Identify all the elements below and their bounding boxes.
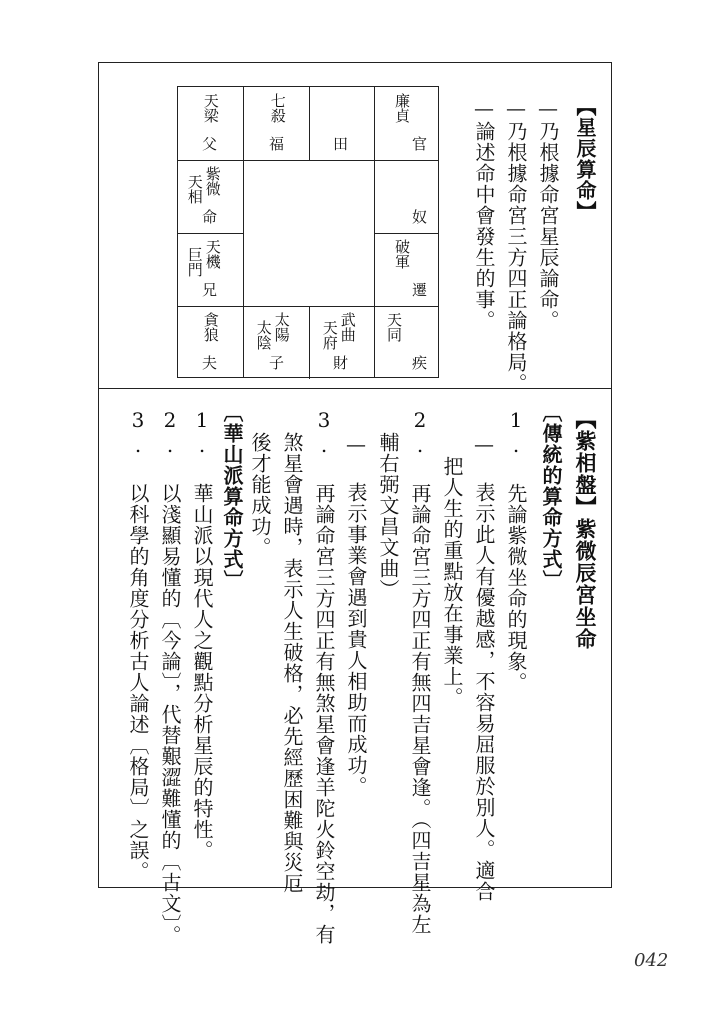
house-label: 夫 [202, 354, 218, 372]
house-label: 子 [269, 354, 285, 372]
star-tianfu: 天府 [320, 320, 339, 350]
house-label: 田 [333, 135, 349, 153]
huashan-item-3: 3. 以科學的角度分析古人論述〔格局〕之誤。 [126, 408, 150, 882]
house-label: 命 [202, 208, 218, 226]
house-label: 奴 [411, 208, 427, 226]
top-line-2: —乃根據命宮三方四正論格局。 [504, 96, 528, 394]
house-label: 疾 [411, 354, 427, 372]
page-number: 042 [634, 950, 669, 971]
item-3-cont-b: 後才能成功。 [248, 432, 272, 558]
star-wuqu: 武曲 [338, 312, 357, 342]
star-lianzhen: 廉貞 [393, 93, 411, 123]
house-label: 父 [202, 135, 218, 153]
section-divider [98, 388, 612, 389]
house-label: 兄 [202, 281, 218, 299]
palace-cell-ming [178, 160, 243, 233]
palace-cell-ji [374, 306, 439, 379]
palace-cell-cai [309, 306, 374, 379]
star-qisha: 七殺 [268, 93, 287, 123]
house-label: 遷 [411, 281, 427, 299]
palace-cell-fuqi [178, 306, 243, 379]
palace-cell-fumu [178, 87, 243, 160]
item-1: 1. 先論紫微坐命的現象。 [504, 408, 528, 693]
palace-cell-tian [309, 87, 374, 160]
star-tianxiang: 天相 [185, 174, 204, 204]
star-pojun: 破軍 [393, 239, 411, 269]
star-ziwei: 紫微 [203, 166, 222, 196]
star-tianliang: 天梁 [201, 93, 220, 123]
huashan-item-1: 1. 華山派以現代人之觀點分析星辰的特性。 [190, 408, 214, 861]
palace-cell-zi [243, 306, 309, 379]
top-line-1: —乃根據命宮星辰論命。 [536, 96, 560, 331]
palace-cell-fu [243, 87, 309, 160]
star-taiyin: 太陰 [254, 320, 273, 350]
huashan-item-2: 2. 以淺顯易懂的〔今論〕，代替艱澀難懂的〔古文〕。 [158, 408, 182, 946]
item-2-cont: 輔右弼文昌文曲） [376, 432, 400, 600]
palace-cell-xiong [178, 233, 243, 306]
palace-cell-qian [374, 233, 439, 306]
ziwei-chart [177, 86, 439, 378]
star-tanlang: 貪狼 [201, 312, 220, 342]
item-3-cont-a: 煞星會遇時，表示人生破格，必先經歷困難與災厄 [280, 432, 304, 894]
section-heading: 【紫相盤】紫微辰宮坐命 [573, 408, 598, 650]
top-title: 【星辰算命】 [573, 96, 597, 222]
star-tianji: 天機 [203, 239, 222, 269]
top-line-3: —論述命中會發生的事。 [472, 96, 496, 331]
star-tiantong: 天同 [385, 312, 403, 342]
house-label: 福 [269, 135, 285, 153]
item-2: 2. 再論命宮三方四正有無四吉星會逢。（四吉星為左 [408, 408, 432, 935]
item-3: 3. 再論命宮三方四正有無煞星會逢羊陀火鈴空劫，有 [312, 408, 336, 945]
subheading-traditional: 〔傳統的算命方式〕 [539, 402, 563, 591]
star-taiyang: 太陽 [272, 312, 291, 342]
palace-cell-nu [374, 160, 439, 233]
palace-cell-guan [374, 87, 439, 160]
star-jumen: 巨門 [185, 247, 204, 277]
house-label: 官 [411, 135, 427, 153]
house-label: 財 [333, 354, 349, 372]
item-1-detail-a: — 表示此人有優越感，不容易屈服於別人。適合 [472, 432, 496, 902]
item-1-detail-b: 把人生的重點放在事業上。 [440, 456, 464, 708]
item-2-detail: — 表示事業會遇到貴人相助而成功。 [344, 432, 368, 797]
subheading-huashan: 〔華山派算命方式〕 [220, 402, 244, 591]
